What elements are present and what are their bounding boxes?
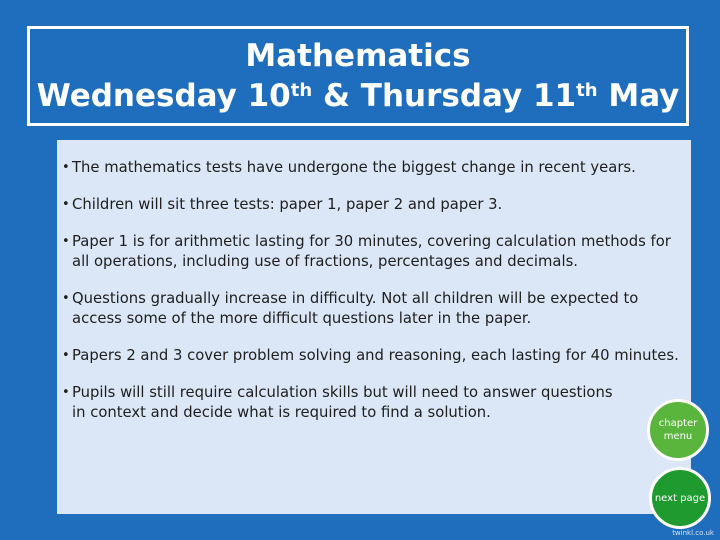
title-date-part1: Wednesday 10: [36, 78, 291, 114]
chapter-menu-button[interactable]: chapter menu: [647, 399, 709, 461]
title-date-part2: & Thursday 11: [312, 78, 577, 114]
bullet-item: • Paper 1 is for arithmetic lasting for 30 minutes, covering calculation methods for all operations, including use of fractions, percentages and decimals.: [65, 232, 685, 272]
title-subject: Mathematics: [245, 38, 471, 74]
title-dates: [37, 76, 680, 116]
next-page-button[interactable]: next page: [649, 467, 711, 529]
content-panel: [57, 140, 691, 514]
bullet-item: • The mathematics tests have undergone the biggest change in recent years.: [65, 158, 685, 178]
bullet-item: • Pupils will still require calculation skills but will need to answer questions in context and decide what is required to find a solution.: [65, 383, 627, 423]
title-date-part3: May: [597, 78, 680, 114]
bullet-item: • Papers 2 and 3 cover problem solving and reasoning, each lasting for 40 minutes.: [65, 346, 685, 366]
title-date-sup2: th: [576, 80, 598, 101]
bullet-item: • Questions gradually increase in difficulty. Not all children will be expected to access some of the more difficult questions later in the paper.: [65, 289, 685, 329]
footer-credit: twinkl.co.uk: [672, 529, 714, 537]
title-box: [27, 26, 689, 126]
title-date-sup1: th: [290, 80, 313, 101]
bullet-item: • Children will sit three tests: paper 1, paper 2 and paper 3.: [65, 195, 685, 215]
bullet-list: [65, 158, 685, 440]
